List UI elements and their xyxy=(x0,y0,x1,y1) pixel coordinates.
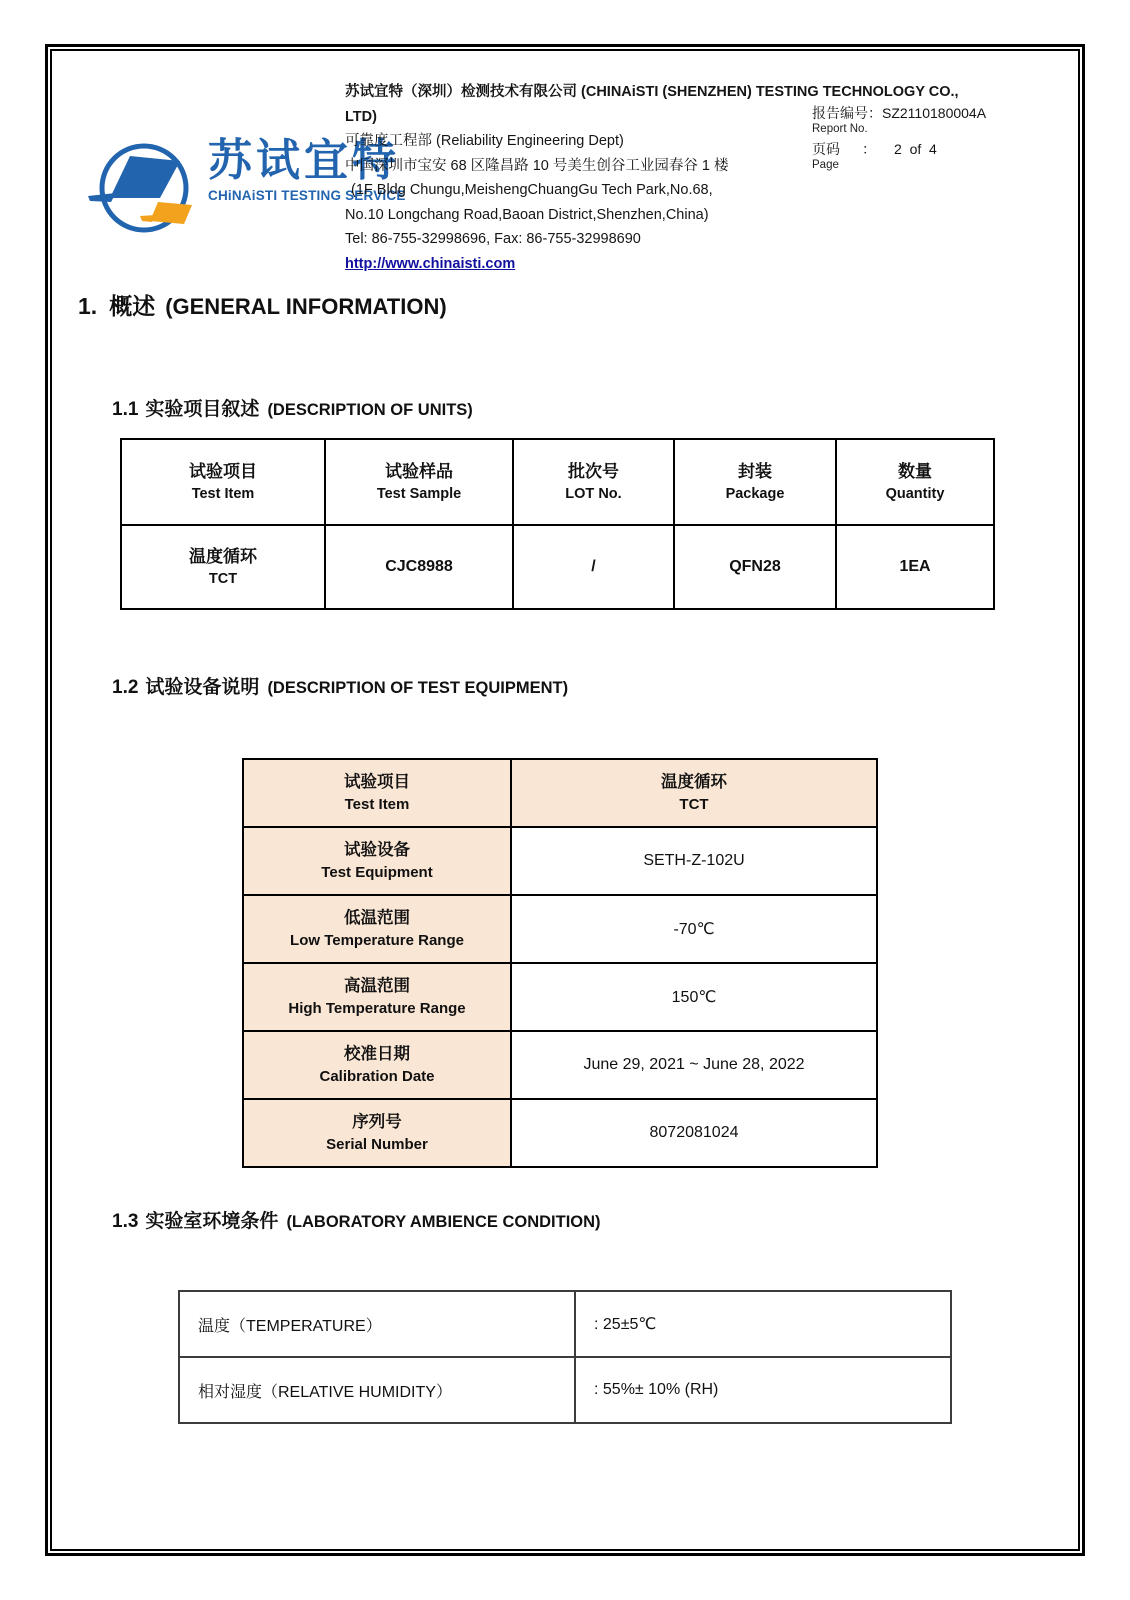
equipment-row-test-equipment xyxy=(243,827,877,895)
section-1-3-title-en: (LABORATORY AMBIENCE CONDITION) xyxy=(286,1213,601,1231)
equipment-label-high-temp xyxy=(243,963,511,1031)
units-header-package-en: Package xyxy=(725,485,785,502)
units-cell-sample: CJC8988 xyxy=(325,525,513,609)
equipment-label-test-item-en: Test Item xyxy=(344,795,410,813)
address-en-line1: (1F Bldg Chungu,MeishengChuangGu Tech Park,No.68, xyxy=(351,182,713,198)
units-table-header-row xyxy=(121,439,994,525)
section-1-1-title-cn: 实验项目叙述 xyxy=(145,399,260,420)
tel-fax-line: Tel: 86-755-32998696, Fax: 86-755-32998690 xyxy=(345,231,641,247)
report-no-label-en: Report No. xyxy=(812,123,868,135)
units-cell-quantity: 1EA xyxy=(836,525,994,609)
section-1-3-title xyxy=(112,1206,601,1233)
logo-swoosh-circle-icon xyxy=(86,136,204,236)
ambience-row-humidity xyxy=(179,1357,951,1423)
equipment-label-calibration-date-en: Calibration Date xyxy=(319,1067,435,1085)
equipment-label-test-equipment-cn: 试验设备 xyxy=(344,840,410,859)
page-number-line xyxy=(812,140,1082,158)
equipment-row-calibration-date xyxy=(243,1031,877,1099)
logo-name-cn: 苏试宜特 xyxy=(208,136,400,185)
units-cell-lot: / xyxy=(513,525,674,609)
page-number-value: 2 of 4 xyxy=(894,141,937,157)
company-name-line2: LTD) xyxy=(345,108,377,125)
units-header-lot-no-en: LOT No. xyxy=(565,485,622,502)
page-label-en: Page xyxy=(812,159,839,171)
equipment-label-calibration-date-cn: 校准日期 xyxy=(344,1044,410,1063)
section-1-1-number: 1.1 xyxy=(112,399,139,420)
report-no-label-cn: 报告编号： xyxy=(812,105,882,121)
ambience-value-temperature: : 25±5℃ xyxy=(575,1291,951,1357)
equipment-row-high-temp xyxy=(243,963,877,1031)
units-header-test-item xyxy=(121,439,325,525)
equipment-row-test-item xyxy=(243,759,877,827)
units-table xyxy=(120,438,995,610)
units-cell-package: QFN28 xyxy=(674,525,836,609)
units-header-quantity-cn: 数量 xyxy=(898,461,932,481)
ambience-value-humidity: : 55%± 10% (RH) xyxy=(575,1357,951,1423)
equipment-label-high-temp-cn: 高温范围 xyxy=(344,976,410,995)
report-no-line xyxy=(812,104,1082,122)
equipment-label-serial-number xyxy=(243,1099,511,1167)
equipment-label-serial-number-cn: 序列号 xyxy=(352,1112,402,1131)
logo-name-en: CHiNAiSTI TESTING SERVICE xyxy=(208,187,406,203)
department-line: 可靠度工程部 (Reliability Engineering Dept) xyxy=(345,133,624,149)
equipment-value-calibration-date: June 29, 2021 ~ June 28, 2022 xyxy=(511,1031,877,1099)
units-header-test-sample-cn: 试验样品 xyxy=(385,461,453,481)
equipment-label-serial-number-en: Serial Number xyxy=(326,1135,428,1153)
equipment-label-low-temp-cn: 低温范围 xyxy=(344,908,410,927)
units-header-package xyxy=(674,439,836,525)
ambience-table xyxy=(178,1290,952,1424)
units-header-test-sample xyxy=(325,439,513,525)
website-link[interactable]: http://www.chinaisti.com xyxy=(345,255,516,272)
section-1-2-number: 1.2 xyxy=(112,677,139,698)
ambience-label-temperature: 温度（TEMPERATURE） xyxy=(179,1291,575,1357)
units-header-quantity xyxy=(836,439,994,525)
report-info-block xyxy=(812,104,1082,176)
section-1-3-number: 1.3 xyxy=(112,1211,139,1232)
page-label-cn: 页码 xyxy=(812,141,840,157)
units-cell-test-item xyxy=(121,525,325,609)
equipment-label-test-equipment-en: Test Equipment xyxy=(321,863,433,881)
section-1-2-title-en: (DESCRIPTION OF TEST EQUIPMENT) xyxy=(267,679,569,697)
section-1-3-title-cn: 实验室环境条件 xyxy=(145,1211,279,1232)
equipment-label-low-temp-en: Low Temperature Range xyxy=(290,931,464,949)
equipment-value-low-temp: -70℃ xyxy=(511,895,877,963)
units-table-data-row xyxy=(121,525,994,609)
section-1-number: 1. xyxy=(78,293,98,319)
equipment-row-low-temp xyxy=(243,895,877,963)
company-name-line1: 苏试宜特（深圳）检测技术有限公司 (CHINAiSTI (SHENZHEN) TESTING TECHNOLOGY CO., xyxy=(345,84,959,100)
section-1-2-title-cn: 试验设备说明 xyxy=(145,677,260,698)
equipment-value-test-item-cn: 温度循环 xyxy=(661,772,727,791)
section-1-1-title-en: (DESCRIPTION OF UNITS) xyxy=(267,401,473,419)
section-1-1-title xyxy=(112,394,473,421)
units-cell-test-item-cn: 温度循环 xyxy=(189,546,257,566)
section-1-title xyxy=(78,288,447,321)
equipment-value-test-item-en: TCT xyxy=(679,795,709,813)
address-cn-line: 中国深圳市宝安 68 区隆昌路 10 号美生创谷工业园春谷 1 楼 xyxy=(345,157,729,174)
section-1-title-cn: 概述 xyxy=(109,293,156,319)
equipment-label-test-equipment xyxy=(243,827,511,895)
equipment-label-low-temp xyxy=(243,895,511,963)
units-header-test-item-cn: 试验项目 xyxy=(189,461,257,481)
units-header-lot-no xyxy=(513,439,674,525)
units-header-package-cn: 封装 xyxy=(738,461,772,481)
report-no-value: SZ2110180004A xyxy=(882,105,987,121)
units-header-test-sample-en: Test Sample xyxy=(376,485,462,502)
section-1-2-title xyxy=(112,672,568,699)
equipment-table xyxy=(242,758,878,1168)
equipment-value-test-equipment: SETH-Z-102U xyxy=(511,827,877,895)
units-header-lot-no-cn: 批次号 xyxy=(568,461,619,481)
equipment-label-test-item-cn: 试验项目 xyxy=(344,772,410,791)
equipment-value-serial-number: 8072081024 xyxy=(511,1099,877,1167)
ambience-row-temperature xyxy=(179,1291,951,1357)
equipment-value-high-temp: 150℃ xyxy=(511,963,877,1031)
equipment-label-test-item xyxy=(243,759,511,827)
page-colon: ： xyxy=(862,141,876,157)
units-cell-test-item-en: TCT xyxy=(208,570,238,587)
section-1-title-en: (GENERAL INFORMATION) xyxy=(165,294,447,319)
units-header-quantity-en: Quantity xyxy=(885,485,945,502)
ambience-label-humidity: 相对湿度（RELATIVE HUMIDITY） xyxy=(179,1357,575,1423)
equipment-label-high-temp-en: High Temperature Range xyxy=(288,999,466,1017)
equipment-value-test-item xyxy=(511,759,877,827)
address-en-line2: No.10 Longchang Road,Baoan District,Shenzhen,China) xyxy=(345,206,709,223)
units-header-test-item-en: Test Item xyxy=(191,485,255,502)
equipment-row-serial-number xyxy=(243,1099,877,1167)
equipment-label-calibration-date xyxy=(243,1031,511,1099)
